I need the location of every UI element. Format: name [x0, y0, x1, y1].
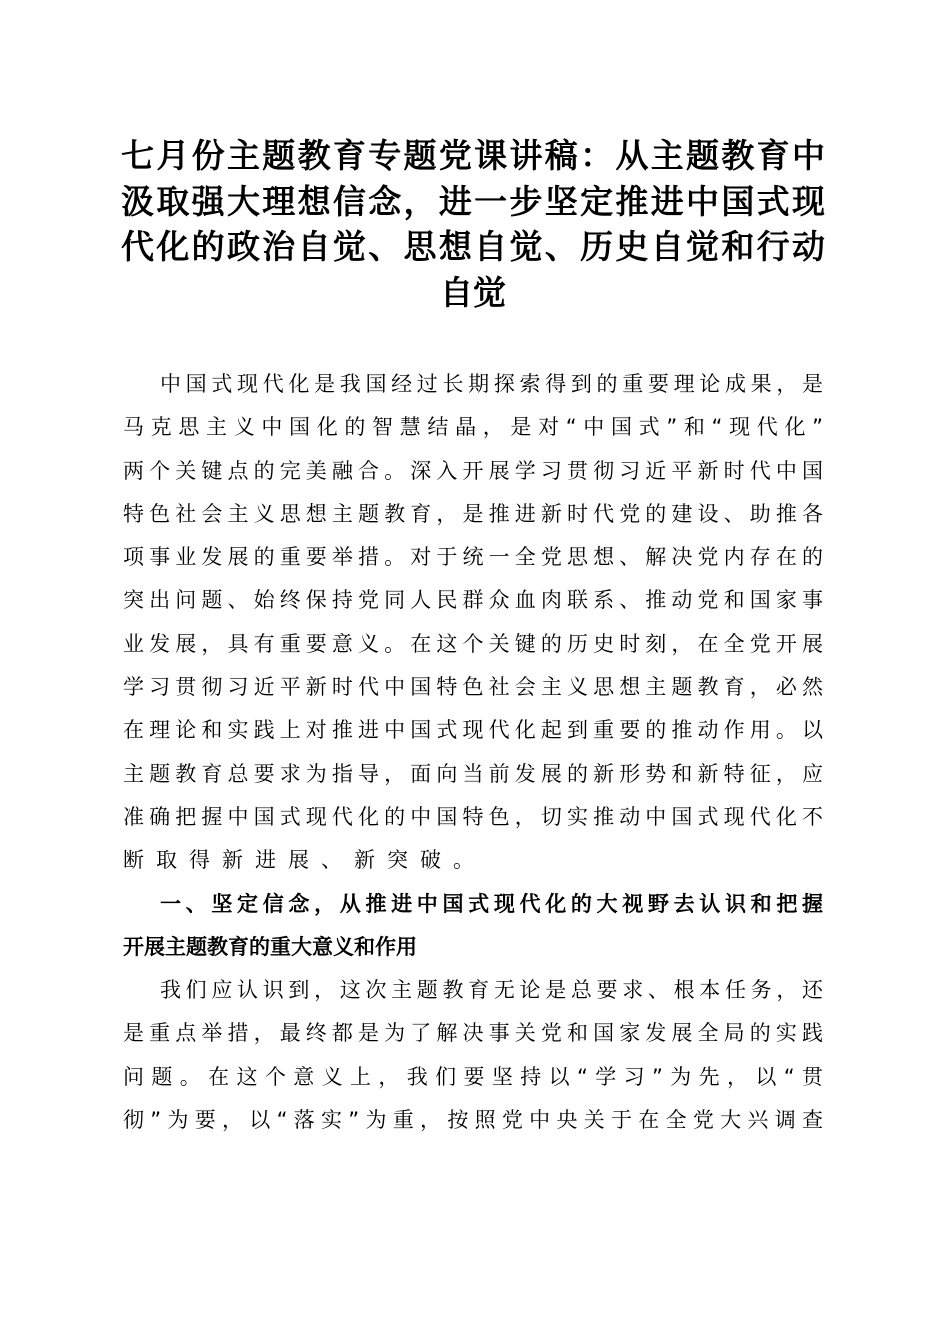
text-line: 项事业发展的重要举措。对于统一全党思想、解决党内存在的	[123, 545, 823, 570]
title-line: 自觉	[440, 272, 506, 312]
text-line: 业发展，具有重要意义。在这个关键的历史时刻，在全党开展	[123, 631, 823, 656]
title-line: 七月份主题教育专题党课讲稿：从主题教育中	[121, 136, 825, 175]
text-line: 中国式现代化是我国经过长期探索得到的重要理论成果，是	[160, 372, 823, 396]
text-line: 突出问题、始终保持党同人民群众血肉联系、推动党和国家事	[123, 588, 823, 613]
heading-line: 一、坚定信念，从推进中国式现代化的大视野去认识和把握	[160, 891, 823, 916]
text-line: 是重点举措，最终都是为了解决事关党和国家发展全局的实践	[123, 1021, 823, 1046]
text-line: 我们应认识到，这次主题教育无论是总要求、根本任务，还	[160, 978, 823, 1003]
paragraph-intro	[123, 363, 823, 883]
title-line: 代化的政治自觉、思想自觉、历史自觉和行动	[121, 227, 825, 266]
text-line: 两个关键点的完美融合。深入开展学习贯彻习近平新时代中国	[123, 458, 823, 483]
text-line: 准确把握中国式现代化的中国特色，切实推动中国式现代化不	[123, 804, 823, 829]
text-line: 学习贯彻习近平新时代中国特色社会主义思想主题教育，必然	[123, 675, 823, 700]
text-line: 问题。在这个意义上，我们要坚持以“学习”为先，以“贯	[123, 1064, 823, 1089]
text-line: 特色社会主义思想主题教育，是推进新时代党的建设、助推各	[123, 501, 823, 526]
text-line: 彻”为要，以“落实”为重，按照党中央关于在全党大兴调查	[123, 1108, 823, 1133]
paragraph-section-1	[123, 969, 823, 1142]
text-line: 断取得新进展、新突破。	[123, 848, 486, 873]
document-title	[121, 133, 825, 315]
document-body	[123, 363, 823, 1142]
text-line: 在理论和实践上对推进中国式现代化起到重要的推动作用。以	[123, 718, 823, 743]
text-line: 主题教育总要求为指导，面向当前发展的新形势和新特征，应	[123, 761, 823, 786]
text-line: 马克思主义中国化的智慧结晶，是对“中国式”和“现代化”	[123, 415, 823, 440]
section-heading-1	[123, 883, 823, 970]
title-line: 汲取强大理想信念，进一步坚定推进中国式现	[121, 181, 825, 221]
heading-line: 开展主题教育的重大意义和作用	[123, 934, 417, 959]
